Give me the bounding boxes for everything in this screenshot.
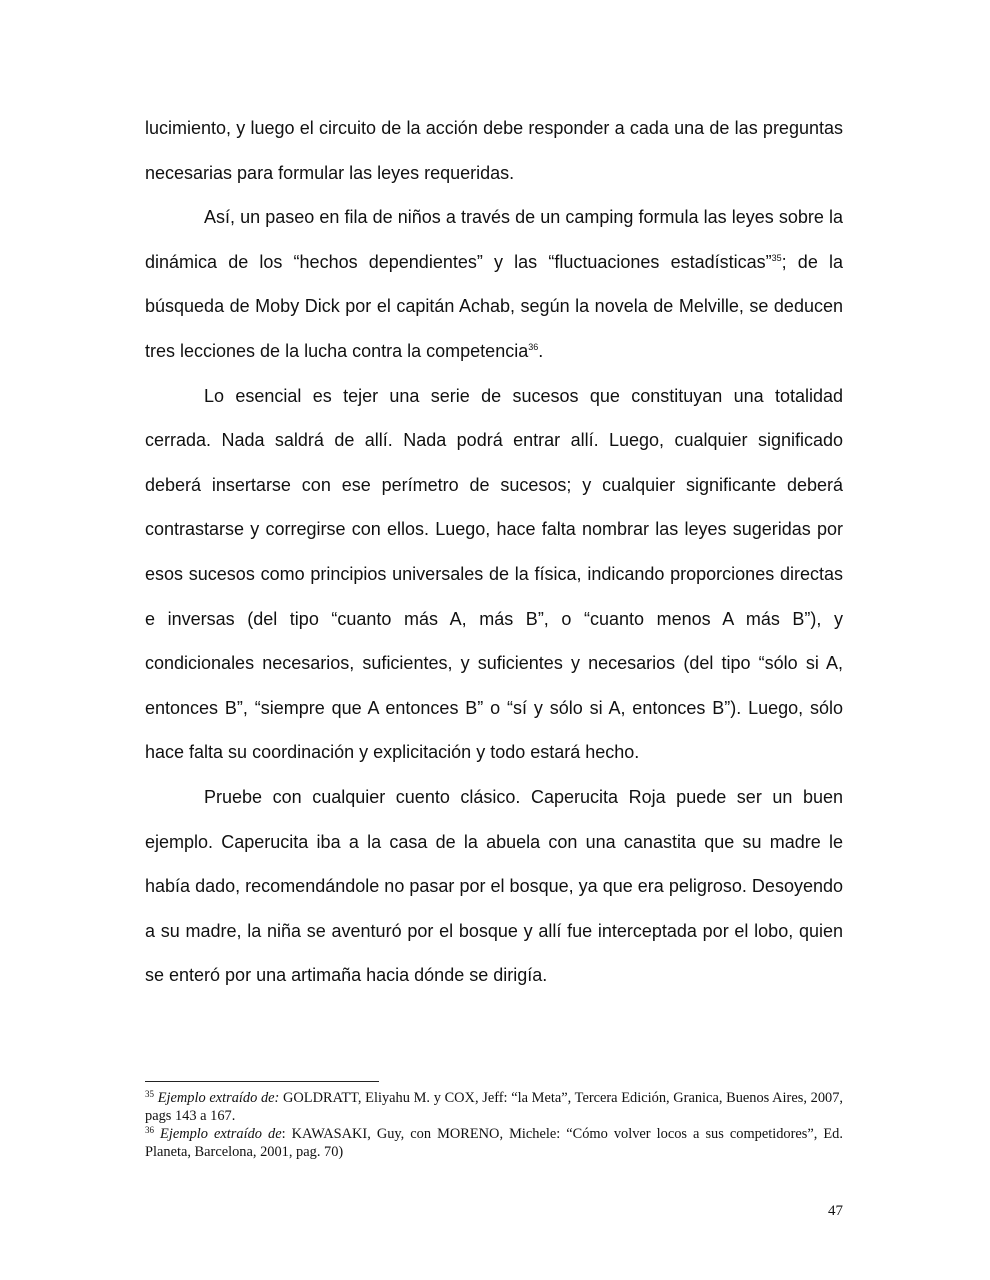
footnote-text: : KAWASAKI, Guy, con MORENO, Michele: “Cómo volver locos a sus competidores”, Ed. Planeta, Barcelona, 2001, pag. 70) bbox=[145, 1126, 843, 1160]
paragraph-4: Pruebe con cualquier cuento clásico. Caperucita Roja puede ser un buen ejemplo. Caperucita iba a la casa de la abuela con una canastita que su madre le había dado, recomendándole no pasar por el bosque, ya que era peligroso. Desoyendo a su madre, la niña se aventuró por el bosque y allí fue interceptada por el lobo, quien se enteró por una artimaña hacia dónde se dirigía. bbox=[145, 786, 843, 986]
footnote-label: Ejemplo extraído de: bbox=[157, 1090, 280, 1106]
paragraph-2-part-2: ; de la búsqueda de Moby Dick por el capitán Achab, según la novela de Melville, se deducen tres lecciones de la lucha contra la competencia bbox=[145, 251, 843, 361]
paragraph-3: Lo esencial es tejer una serie de sucesos que constituyan una totalidad cerrada. Nada saldrá de allí. Nada podrá entrar allí. Luego, cualquier significado deberá insertarse con ese perímetro de sucesos; y cualquier significante deberá contrastarse y corregirse con ellos. Luego, hace falta nombrar las leyes sugeridas por esos sucesos como principios universales de la física, indicando proporciones directas e inversas (del tipo “cuanto más A, más B”, o “cuanto menos A más B”), y condicionales necesarios, suficientes, y suficientes y necesarios (del tipo “sólo si A, entonces B”, “siempre que A entonces B” o “sí y sólo si A, entonces B”). Luego, sólo hace falta su coordinación y explicitación y todo estará hecho. bbox=[145, 385, 843, 763]
footnote-ref-35: 35 bbox=[771, 252, 782, 263]
footnote-36 bbox=[145, 1125, 843, 1161]
paragraph-2 bbox=[145, 195, 843, 373]
footnote-number: 36 bbox=[145, 1125, 154, 1135]
footnote-separator bbox=[145, 1081, 379, 1082]
footnote-label: Ejemplo extraído de bbox=[160, 1126, 282, 1142]
footnote-ref-36: 36 bbox=[528, 341, 539, 352]
footnote-35 bbox=[145, 1089, 843, 1125]
main-text bbox=[145, 106, 843, 998]
footnote-number: 35 bbox=[145, 1089, 154, 1099]
paragraph-2-part-3: . bbox=[538, 340, 544, 361]
paragraph-1: lucimiento, y luego el circuito de la acción debe responder a cada una de las preguntas necesarias para formular las leyes requeridas. bbox=[145, 118, 843, 183]
page-number: 47 bbox=[828, 1203, 843, 1219]
footnote-text: GOLDRATT, Eliyahu M. y COX, Jeff: “la Meta”, Tercera Edición, Granica, Buenos Aires, 2007, pags 143 a 167. bbox=[145, 1090, 843, 1124]
paragraph-2-part-1: Así, un paseo en fila de niños a través de un camping formula las leyes sobre la dinámica de los “hechos dependientes” y las “fluctuaciones estadísticas” bbox=[145, 207, 843, 272]
footnotes bbox=[145, 1089, 843, 1161]
